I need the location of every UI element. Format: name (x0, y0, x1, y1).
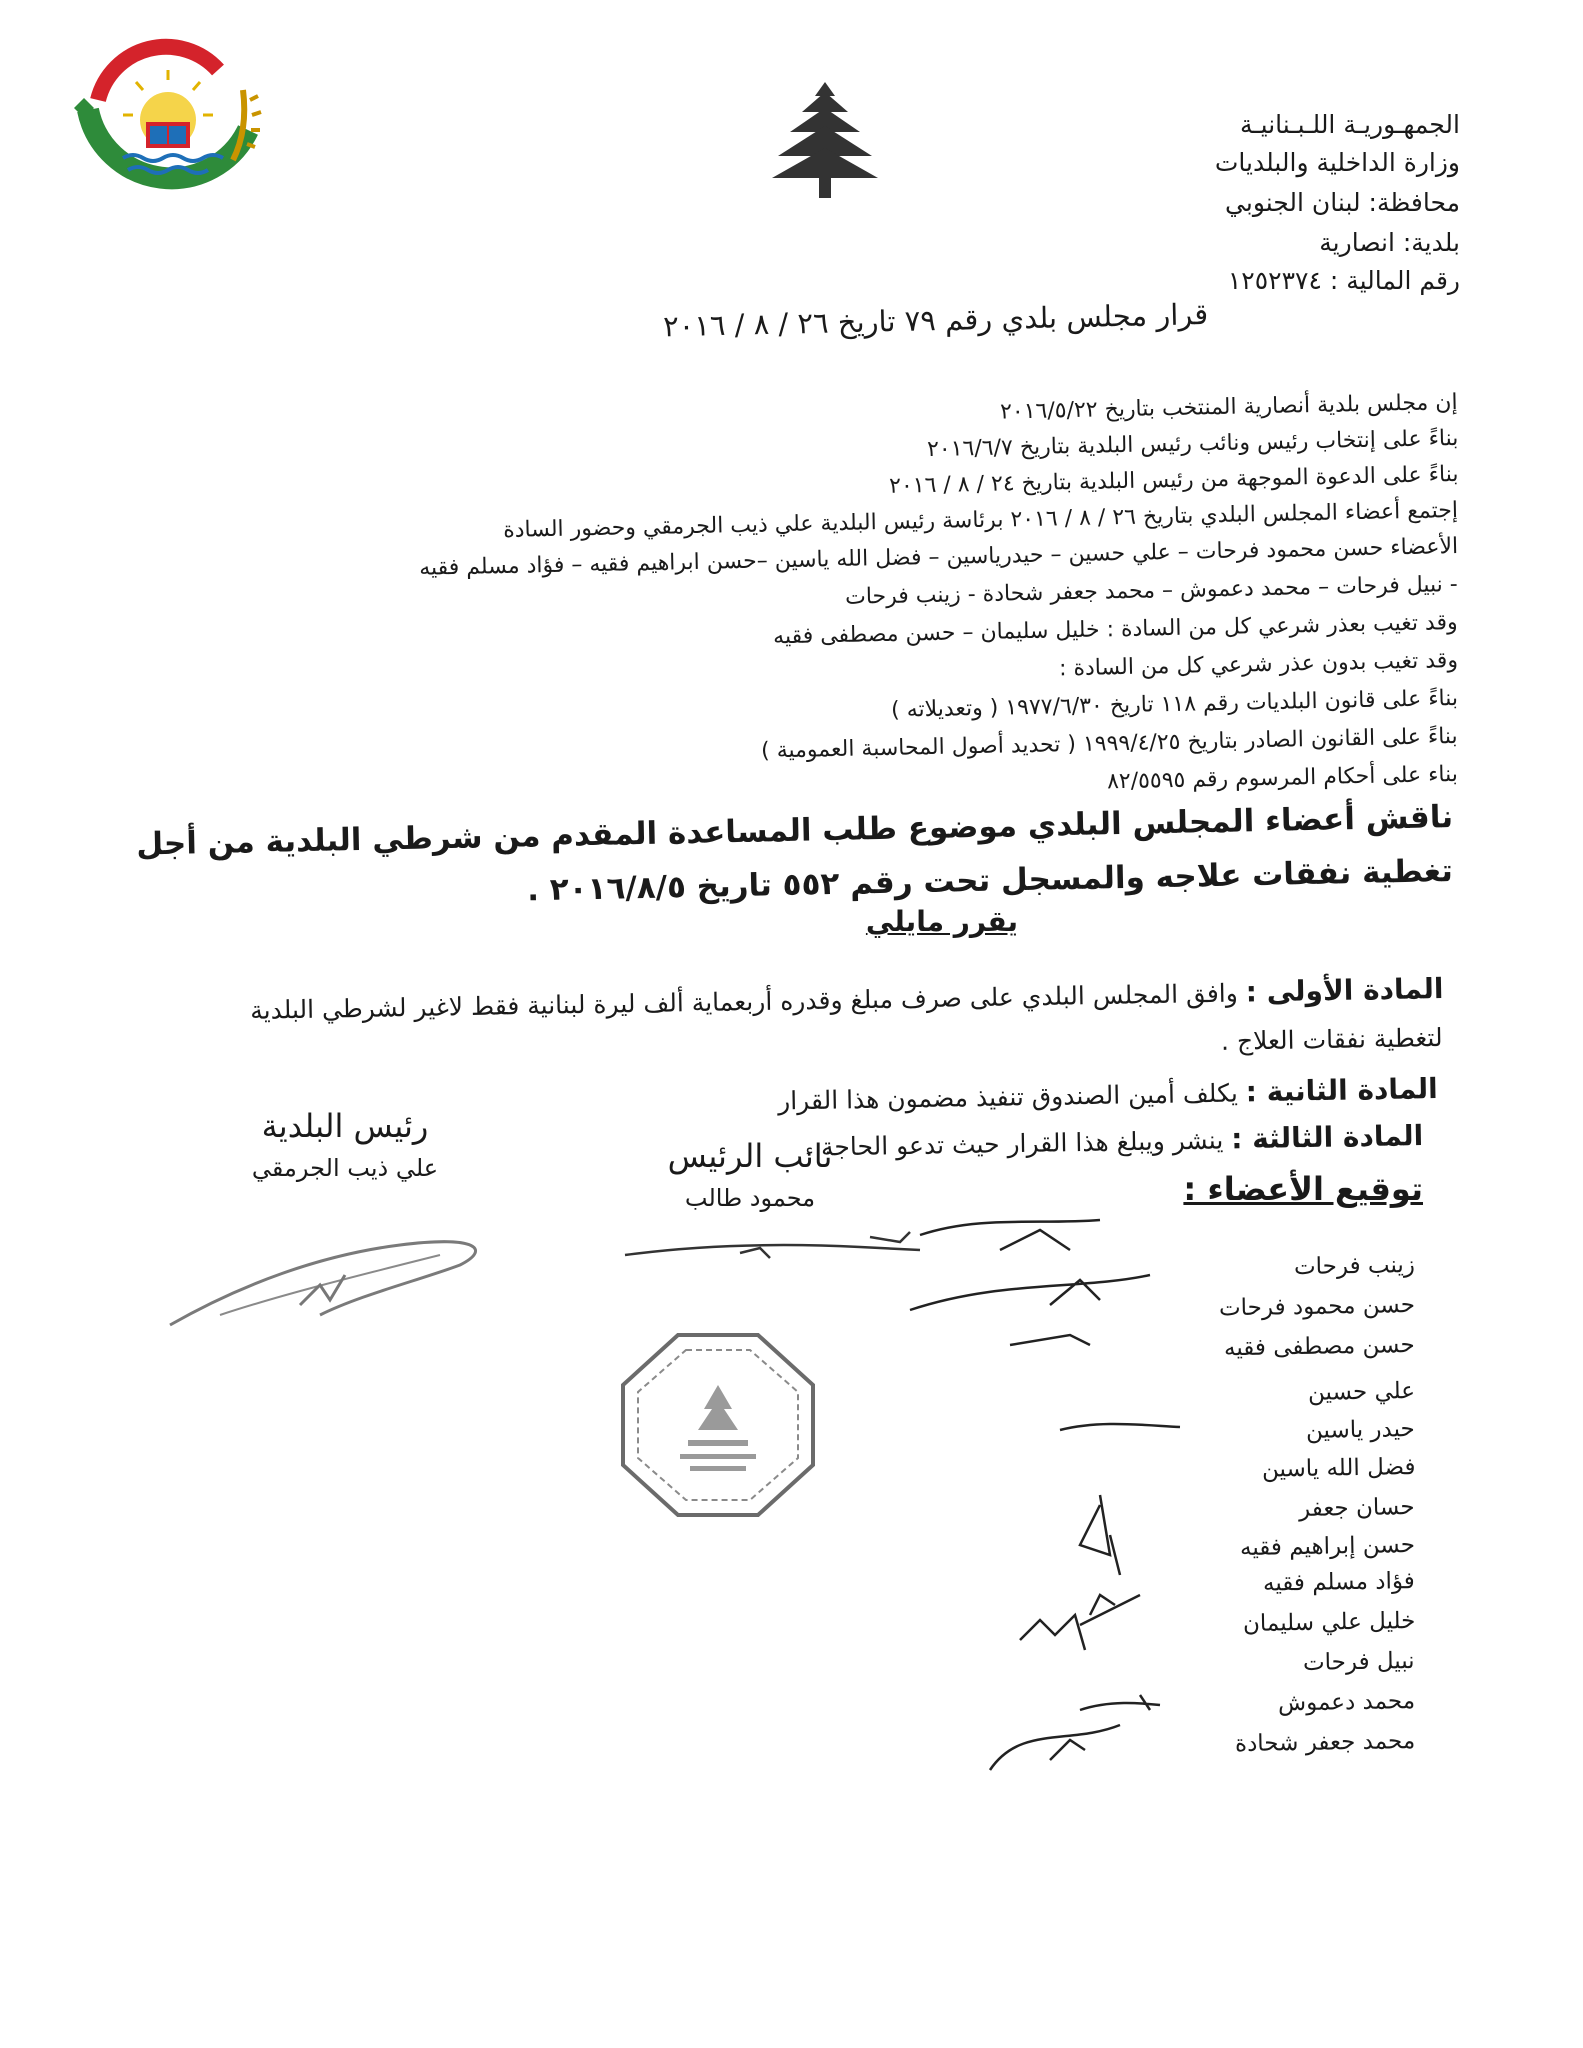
preamble-line: بناءً على القانون الصادر بتاريخ ١٩٩٩/٤/٢٥ ( تحديد أصول المحاسبة العمومية ) (761, 724, 1459, 764)
preamble-line: بناءً على الدعوة الموجهة من رئيس البلدية بتاريخ ٢٤ / ٨ / ٢٠١٦ (888, 462, 1459, 499)
member-name: علي حسين (1307, 1378, 1416, 1406)
president-name: علي ذيب الجرمقي (251, 1154, 439, 1182)
discussion-line: ناقش أعضاء المجلس البلدي موضوع طلب المساعدة المقدم من شرطي البلدية من أجل (135, 799, 1454, 863)
preamble-line: إن مجلس بلدية أنصارية المنتخب بتاريخ ٢٠١٦/٥/٢٢ (1000, 390, 1459, 425)
president-block (235, 1107, 455, 1182)
member-name: حسن مصطفى فقيه (1224, 1332, 1416, 1362)
header-ministry: وزارة الداخلية والبلديات (1214, 148, 1460, 177)
member-name: حسان جعفر (1299, 1494, 1416, 1523)
preamble-line: بناء على أحكام المرسوم رقم ٨٢/٥٥٩٥ (1106, 762, 1459, 795)
member-name: حسن إبراهيم فقيه (1239, 1532, 1416, 1562)
president-title: رئيس البلدية (261, 1107, 429, 1145)
cedar-emblem (770, 82, 880, 202)
members-signature-header: توقيع الأعضاء : (1183, 1170, 1423, 1208)
member-name: خليل علي سليمان (1242, 1608, 1416, 1638)
preamble-line: الأعضاء حسن محمود فرحات – علي حسين – حيدرياسين – فضل الله ياسين –حسن ابراهيم فقيه – فؤاد مسلم فقيه (418, 534, 1459, 581)
discussion-line: تغطية نفقات علاجه والمسجل تحت رقم ٥٥٢ تاريخ ٢٠١٦/٨/٥ . (527, 853, 1454, 909)
municipality-logo (68, 40, 268, 220)
member-name: فضل الله ياسين (1261, 1454, 1416, 1483)
header-governorate: محافظة: لبنان الجنوبي (1225, 188, 1460, 217)
article-label: المادة الأولى : (1245, 972, 1444, 1009)
decides-heading: يقرر مايلي (865, 905, 1018, 938)
article-3 (804, 1119, 1424, 1162)
header-municipality: بلدية: انصارية (1319, 228, 1460, 257)
member-name: فؤاد مسلم فقيه (1262, 1568, 1416, 1597)
logo-text: بلدية أنصارية (120, 194, 216, 215)
article-text: لتغطية نفقات العلاج . (1221, 1023, 1444, 1056)
vice-president-title: نائب الرئيس (667, 1137, 833, 1175)
article-label: المادة الثالثة : (1230, 1119, 1424, 1156)
preamble-line: - نبيل فرحات – محمد دعموش – محمد جعفر شحادة - زينب فرحات (845, 572, 1459, 610)
official-stamp (618, 1330, 818, 1520)
article-text: وافق المجلس البلدي على صرف مبلغ وقدره أربعماية ألف ليرة لبنانية فقط لاغير لشرطي البلدية (249, 978, 1238, 1025)
preamble-line: بناءً على إنتخاب رئيس ونائب رئيس البلدية بتاريخ ٢٠١٦/٦/٧ (926, 426, 1459, 463)
article-label: المادة الثانية : (1245, 1072, 1439, 1109)
preamble-line: بناءً على قانون البلديات رقم ١١٨ تاريخ ١٩٧٧/٦/٣٠ ( وتعديلاته ) (890, 686, 1459, 723)
article-1 (249, 972, 1444, 1025)
member-name: نبيل فرحات (1303, 1648, 1416, 1676)
member-name: زينب فرحات (1293, 1252, 1416, 1281)
preamble-line: وقد تغيب بعذر شرعي كل من السادة : خليل سليمان – حسن مصطفى فقيه (773, 610, 1459, 650)
preamble-line: إجتمع أعضاء المجلس البلدي بتاريخ ٢٦ / ٨ / ٢٠١٦ برئاسة رئيس البلدية علي ذيب الجرمقي وحضور السادة (502, 498, 1459, 543)
header-finance-number: رقم المالية : ١٢٥٢٣٧٤ (1227, 266, 1460, 295)
article-2 (778, 1072, 1439, 1116)
article-text: يكلف أمين الصندوق تنفيذ مضمون هذا القرار (778, 1078, 1239, 1116)
vice-president-signature (620, 1225, 940, 1275)
member-name: محمد دعموش (1277, 1688, 1416, 1717)
header-republic: الجمهـوريـة اللـبـنانيـة (1239, 110, 1460, 139)
president-signature (160, 1225, 520, 1335)
article-1-continued (1221, 1025, 1443, 1054)
decision-title: قرار مجلس بلدي رقم ٧٩ تاريخ ٢٦ / ٨ / ٢٠١٦ (662, 297, 1209, 344)
article-text: ينشر ويبلغ هذا القرار حيث تدعو الحاجة . (804, 1125, 1224, 1162)
members-signatures (900, 1205, 1220, 1785)
preamble-line: وقد تغيب بدون عذر شرعي كل من السادة : (1058, 648, 1459, 682)
member-name: محمد جعفر شحادة (1234, 1728, 1416, 1758)
vice-president-block (640, 1137, 860, 1212)
member-name: حسن محمود فرحات (1218, 1292, 1416, 1322)
member-name: حيدر ياسين (1305, 1416, 1416, 1444)
vice-president-name: محمود طالب (684, 1184, 816, 1212)
